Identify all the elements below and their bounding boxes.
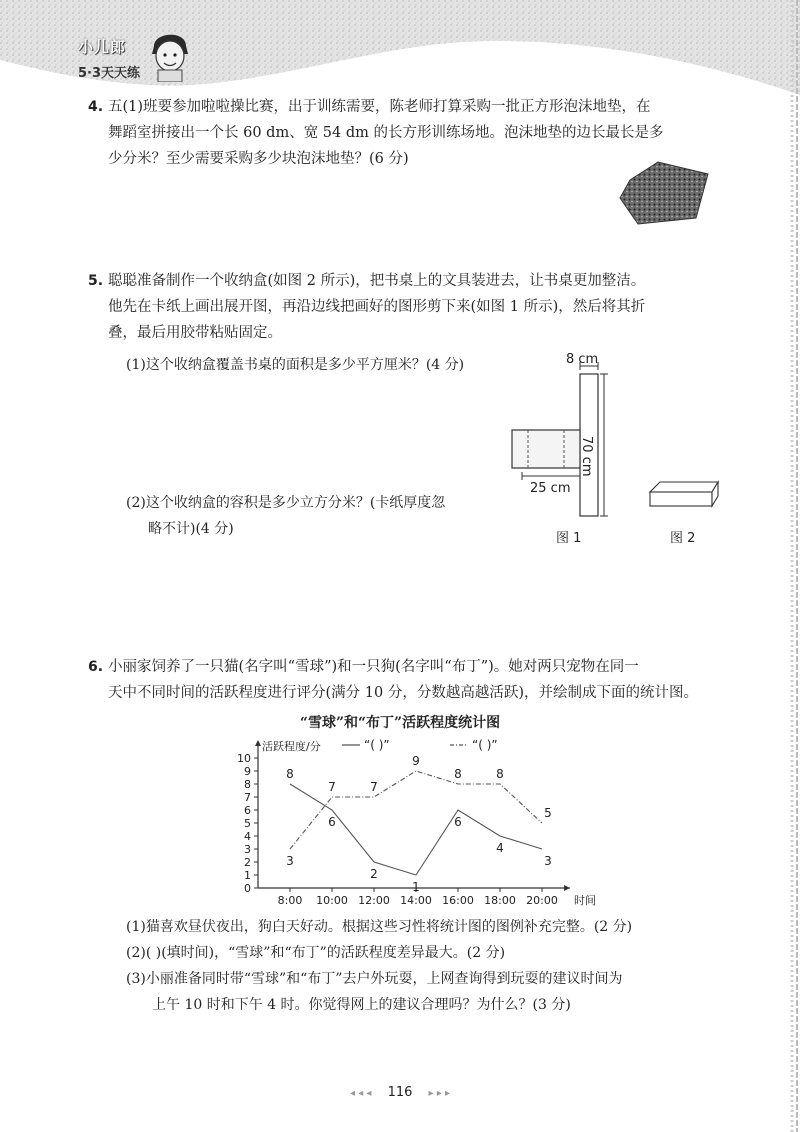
question-5-part-1: (1)这个收纳盒覆盖书桌的面积是多少平方厘米？(4 分)	[126, 357, 465, 373]
dimension-label-width: 8 cm	[566, 352, 599, 367]
page-edge-decoration	[770, 0, 800, 1132]
data-label-solid: 4	[496, 841, 504, 855]
y-tick-label: 5	[244, 817, 251, 830]
figure-1-net	[500, 352, 630, 524]
footer-decoration-right: ▸ ▸ ▸	[428, 1088, 450, 1099]
data-label-dashed: 9	[412, 754, 420, 768]
question-5	[88, 268, 646, 346]
question-text: 他先在卡纸上画出展开图，再沿边线把画好的图形剪下来(如图 1 所示)，然后将其折	[108, 299, 646, 315]
figure-2-caption: 图 2	[670, 531, 696, 546]
data-label-dashed: 5	[544, 806, 552, 820]
data-label-solid: 3	[544, 854, 552, 868]
data-label-dashed: 7	[370, 780, 378, 794]
question-6-part-3-line-1: (3)小丽准备同时带“雪球”和“布丁”去户外玩耍，上网查询得到玩耍的建议时间为	[126, 971, 623, 987]
y-tick-label: 3	[244, 843, 251, 856]
chart-title: “雪球”和“布丁”活跃程度统计图	[299, 715, 501, 731]
mascot-icon	[148, 28, 192, 82]
question-text: 小丽家饲养了一只猫(名字叫“雪球”)和一只狗(名字叫“布丁”)。她对两只宠物在同一	[108, 659, 639, 675]
dimension-label-height: 70 cm	[579, 436, 594, 477]
x-tick-label: 14:00	[400, 894, 432, 907]
x-tick-label: 16:00	[442, 894, 474, 907]
data-label-solid: 6	[454, 815, 462, 829]
y-tick-label: 7	[244, 791, 251, 804]
logo: 小儿郎	[78, 38, 127, 56]
legend-label-dashed: “( )”	[472, 738, 498, 752]
page-number-text: 116	[387, 1085, 413, 1100]
question-number: 6.	[88, 659, 104, 675]
data-label-solid: 8	[286, 767, 294, 781]
y-tick-label: 9	[244, 765, 251, 778]
question-text: 少分米？至少需要采购多少块泡沫地垫？(6 分)	[108, 151, 409, 167]
y-axis-arrow	[255, 740, 261, 746]
y-tick-label: 6	[244, 804, 251, 817]
figure-1-caption: 图 1	[556, 531, 582, 546]
question-5-part-2-line-2: 略不计)(4 分)	[148, 521, 234, 537]
x-tick-label: 8:00	[277, 894, 303, 907]
question-text: 叠，最后用胶带粘贴固定。	[108, 325, 282, 341]
question-6	[88, 654, 698, 706]
data-label-solid: 6	[328, 815, 336, 829]
data-label-solid: 1	[412, 880, 420, 894]
x-axis-label: 时间	[574, 894, 596, 907]
page-number	[0, 1085, 800, 1100]
data-label-solid: 2	[370, 867, 378, 881]
figure-2-box	[646, 476, 722, 510]
y-tick-label: 10	[237, 752, 251, 765]
x-tick-label: 18:00	[484, 894, 516, 907]
y-axis-label: 活跃程度/分	[262, 740, 321, 753]
data-label-dashed: 8	[454, 767, 462, 781]
footer-decoration-left: ◂ ◂ ◂	[350, 1088, 372, 1099]
dimension-label-length: 25 cm	[530, 481, 571, 496]
data-label-dashed: 3	[286, 854, 294, 868]
data-label-dashed: 7	[328, 780, 336, 794]
question-5-part-2-line-1: (2)这个收纳盒的容积是多少立方分米？(卡纸厚度忽	[126, 495, 446, 511]
y-tick-label: 1	[244, 869, 251, 882]
y-tick-label: 8	[244, 778, 251, 791]
question-number: 4.	[88, 99, 104, 115]
x-tick-label: 12:00	[358, 894, 390, 907]
question-text: 五(1)班要参加啦啦操比赛，出于训练需要，陈老师打算采购一批正方形泡沫地垫，在	[108, 99, 651, 115]
series-line-solid	[290, 784, 542, 875]
brand-label: 5·3天天练	[78, 66, 141, 81]
legend-label-solid: “( )”	[364, 738, 390, 752]
question-6-part-2: (2)( )(填时间)，“雪球”和“布丁”的活跃程度差异最大。(2 分)	[126, 945, 506, 961]
x-tick-label: 10:00	[316, 894, 348, 907]
x-tick-label: 20:00	[526, 894, 558, 907]
y-tick-label: 0	[244, 882, 251, 895]
question-6-part-1: (1)猫喜欢昼伏夜出，狗白天好动。根据这些习性将统计图的图例补充完整。(2 分)	[126, 919, 633, 935]
x-axis-arrow	[564, 885, 570, 891]
question-4	[88, 94, 664, 172]
question-6-part-3-line-2: 上午 10 时和下午 4 时。你觉得网上的建议合理吗？为什么？(3 分)	[152, 997, 571, 1013]
y-tick-label: 4	[244, 830, 251, 843]
question-text: 聪聪准备制作一个收纳盒(如图 2 所示)，把书桌上的文具装进去，让书桌更加整洁。	[108, 273, 646, 289]
data-label-dashed: 8	[496, 767, 504, 781]
foam-mat-image	[618, 158, 712, 228]
question-text: 舞蹈室拼接出一个长 60 dm、宽 54 dm 的长方形训练场地。泡沫地垫的边长最长是多	[108, 125, 664, 141]
question-number: 5.	[88, 273, 104, 289]
y-tick-label: 2	[244, 856, 251, 869]
activity-line-chart	[220, 736, 620, 908]
question-text: 天中不同时间的活跃程度进行评分(满分 10 分，分数越高越活跃)，并绘制成下面的统计图。	[108, 685, 698, 701]
